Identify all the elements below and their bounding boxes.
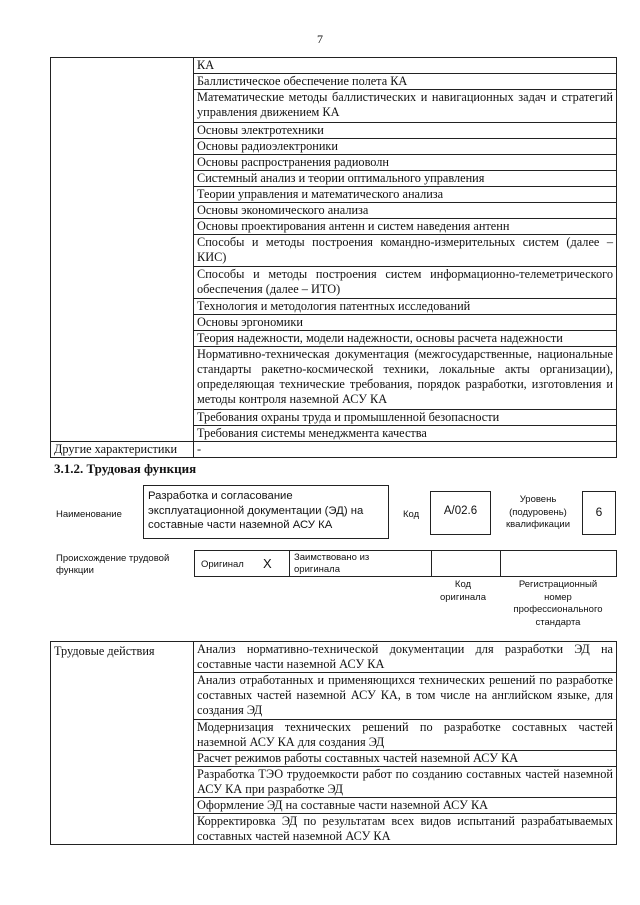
knowledge-row: КА: [194, 58, 617, 74]
borrowed-label-line: Заимствовано из: [294, 552, 370, 563]
reg-caption: [499, 579, 617, 629]
knowledge-row: Системный анализ и теории оптимального управления: [194, 171, 617, 187]
function-name-box: [143, 485, 389, 539]
labor-actions-table: [50, 641, 617, 845]
origin-divider: [500, 551, 501, 576]
labor-actions-label: Трудовые действия: [51, 642, 194, 845]
origin-divider: [431, 551, 432, 576]
name-label: Наименование: [56, 509, 122, 520]
labor-action-row: Разработка ТЭО трудоемкости работ по созданию составных частей наземной АСУ КА при разработке ЭД: [194, 767, 617, 798]
level-value: 6: [595, 505, 603, 519]
original-mark: X: [263, 556, 272, 571]
code-caption-line: Код: [454, 579, 472, 590]
knowledge-row: Способы и методы построения систем информационно-телеметрического обеспечения (далее – ИТО): [194, 267, 617, 299]
knowledge-table: [50, 57, 617, 458]
labor-action-row: Анализ отработанных и применяющихся технических решений по разработке составных частей наземной АСУ КА, в том числе на английском языке, для создания ЭД: [194, 673, 617, 720]
function-code-value: А/02.6: [443, 505, 478, 517]
other-characteristics-label: Другие характеристики: [51, 442, 194, 458]
code-caption-line: оригинала: [439, 591, 486, 603]
function-name-value: Разработка и согласование эксплуатационной документации (ЭД) на составные части наземной АСУ КА: [148, 490, 364, 531]
knowledge-label-cell: [51, 58, 194, 442]
labor-action-row: Корректировка ЭД по результатам всех видов испытаний разрабатываемых составных частей наземной АСУ КА: [194, 814, 617, 845]
original-label: Оригинал: [201, 559, 244, 570]
section-title: 3.1.2. Трудовая функция: [54, 461, 197, 476]
reg-caption-line: стандарта: [535, 616, 581, 628]
origin-label: [56, 553, 169, 577]
knowledge-row: Теории управления и математического анализа: [194, 187, 617, 203]
code-caption: [432, 579, 494, 604]
knowledge-row: Технология и методология патентных исследований: [194, 299, 617, 315]
page-number: 7: [317, 32, 323, 46]
knowledge-row: Нормативно-техническая документация (межгосударственные, национальные стандарты ракетно-космической техники, локальные акты организации), определяющая технические требования, порядок разработки, изготовления и методы контроля наземной АСУ КА: [194, 347, 617, 410]
labor-action-row: Модернизация технических решений по разработке составных частей наземной АСУ КА для создания ЭД: [194, 720, 617, 751]
level-label-line: квалификации: [505, 519, 571, 530]
knowledge-row: Основы радиоэлектроники: [194, 139, 617, 155]
reg-caption-line: Регистрационный: [518, 579, 598, 590]
labor-action-row: Анализ нормативно-технической документации для разработки ЭД на составные части наземной АСУ КА: [194, 642, 617, 673]
origin-label-line: Происхождение трудовой: [56, 553, 170, 564]
reg-caption-line: номер: [544, 591, 572, 603]
level-value-box: [582, 491, 616, 535]
borrowed-label: [294, 552, 369, 575]
knowledge-row: Основы эргономики: [194, 315, 617, 331]
knowledge-row: Основы распространения радиоволн: [194, 155, 617, 171]
origin-divider: [289, 551, 290, 576]
knowledge-row: Требования охраны труда и промышленной безопасности: [194, 410, 617, 426]
knowledge-row: Способы и методы построения командно-измерительных систем (далее – КИС): [194, 235, 617, 267]
knowledge-row: Требования системы менеджмента качества: [194, 426, 617, 442]
level-label-line: (подуровень): [509, 506, 567, 518]
level-label: [498, 494, 578, 532]
code-label: Код: [403, 509, 420, 520]
knowledge-row: Основы электротехники: [194, 123, 617, 139]
knowledge-row: Теория надежности, модели надежности, основы расчета надежности: [194, 331, 617, 347]
knowledge-row: Основы проектирования антенн и систем наведения антенн: [194, 219, 617, 235]
borrowed-label-line: оригинала: [294, 563, 341, 575]
level-label-line: Уровень: [519, 494, 557, 505]
knowledge-row: Математические методы баллистических и навигационных задач и стратегий управления движением КА: [194, 90, 617, 123]
reg-caption-line: профессионального: [513, 604, 603, 615]
knowledge-row: Баллистическое обеспечение полета КА: [194, 74, 617, 90]
origin-box: [194, 550, 617, 577]
knowledge-row: Основы экономического анализа: [194, 203, 617, 219]
labor-action-row: Расчет режимов работы составных частей наземной АСУ КА: [194, 751, 617, 767]
labor-action-row: Оформление ЭД на составные части наземной АСУ КА: [194, 798, 617, 814]
other-characteristics-value: -: [194, 442, 617, 458]
function-code-box: [430, 491, 491, 535]
origin-label-line: функции: [56, 565, 94, 576]
